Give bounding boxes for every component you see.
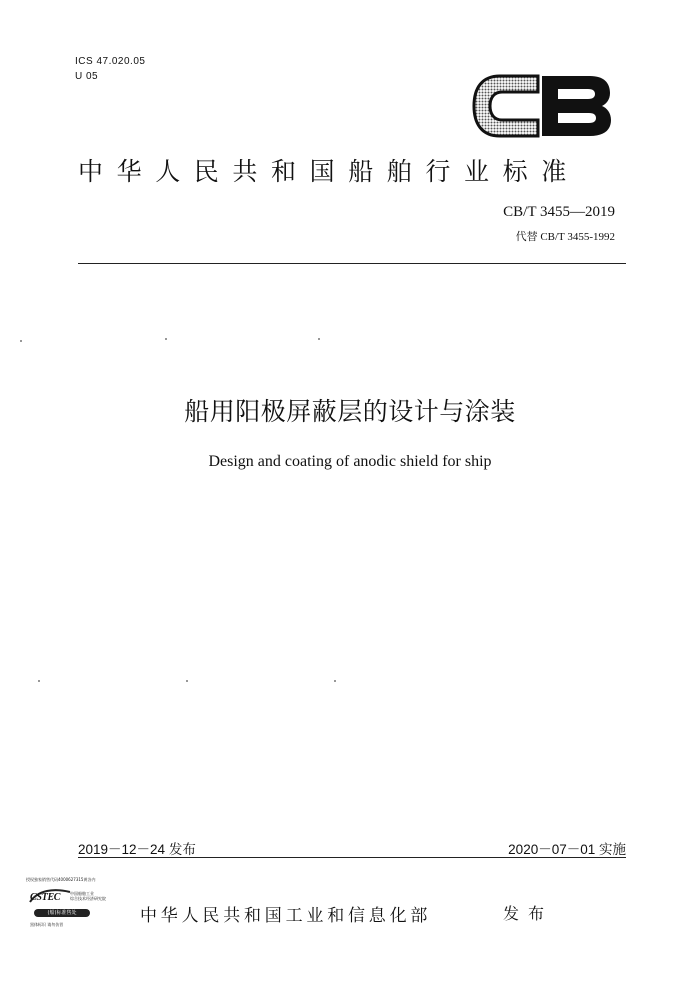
stamp-brand: CSTEC: [30, 892, 61, 903]
standard-number: CB/T 3455—2019: [503, 204, 615, 220]
scan-speck: [38, 680, 40, 682]
publish-label: 发布: [503, 904, 554, 923]
document-title-english: Design and coating of anodic shield for ship: [208, 453, 492, 470]
industry-standard-title: 中华人民共和国船舶行业标准: [78, 157, 580, 186]
scan-speck: [318, 338, 320, 340]
scan-speck: [20, 340, 22, 342]
footer-divider: [78, 857, 626, 858]
scan-speck: [165, 338, 167, 340]
header-divider: [78, 263, 626, 264]
scan-speck: [186, 680, 188, 682]
scan-speck: [334, 680, 336, 682]
distributor-stamp: [26, 877, 124, 932]
implementation-date: 2020－07－01 实施: [508, 842, 626, 857]
cb-logo-icon: [472, 70, 612, 142]
stamp-top-text: 授权独家销售代码4000627315黄各内: [26, 877, 96, 882]
stamp-organization: 中国船舶工业 综合技术经济研究院: [70, 891, 106, 901]
replaces-standard: 代替 CB/T 3455-1992: [515, 231, 615, 243]
stamp-bottom-text: 黑体标识 请勿仿冒: [30, 922, 64, 927]
stamp-pill-label: (船)标准售处: [34, 909, 90, 917]
issuing-ministry: 中华人民共和国工业和信息化部: [140, 906, 432, 926]
class-code: U 05: [75, 71, 99, 82]
classification-codes: [75, 54, 145, 84]
issue-date: 2019－12－24 发布: [78, 842, 196, 857]
document-title-chinese: 船用阳极屏蔽层的设计与涂装: [184, 397, 516, 426]
ics-code: ICS 47.020.05: [75, 56, 146, 67]
